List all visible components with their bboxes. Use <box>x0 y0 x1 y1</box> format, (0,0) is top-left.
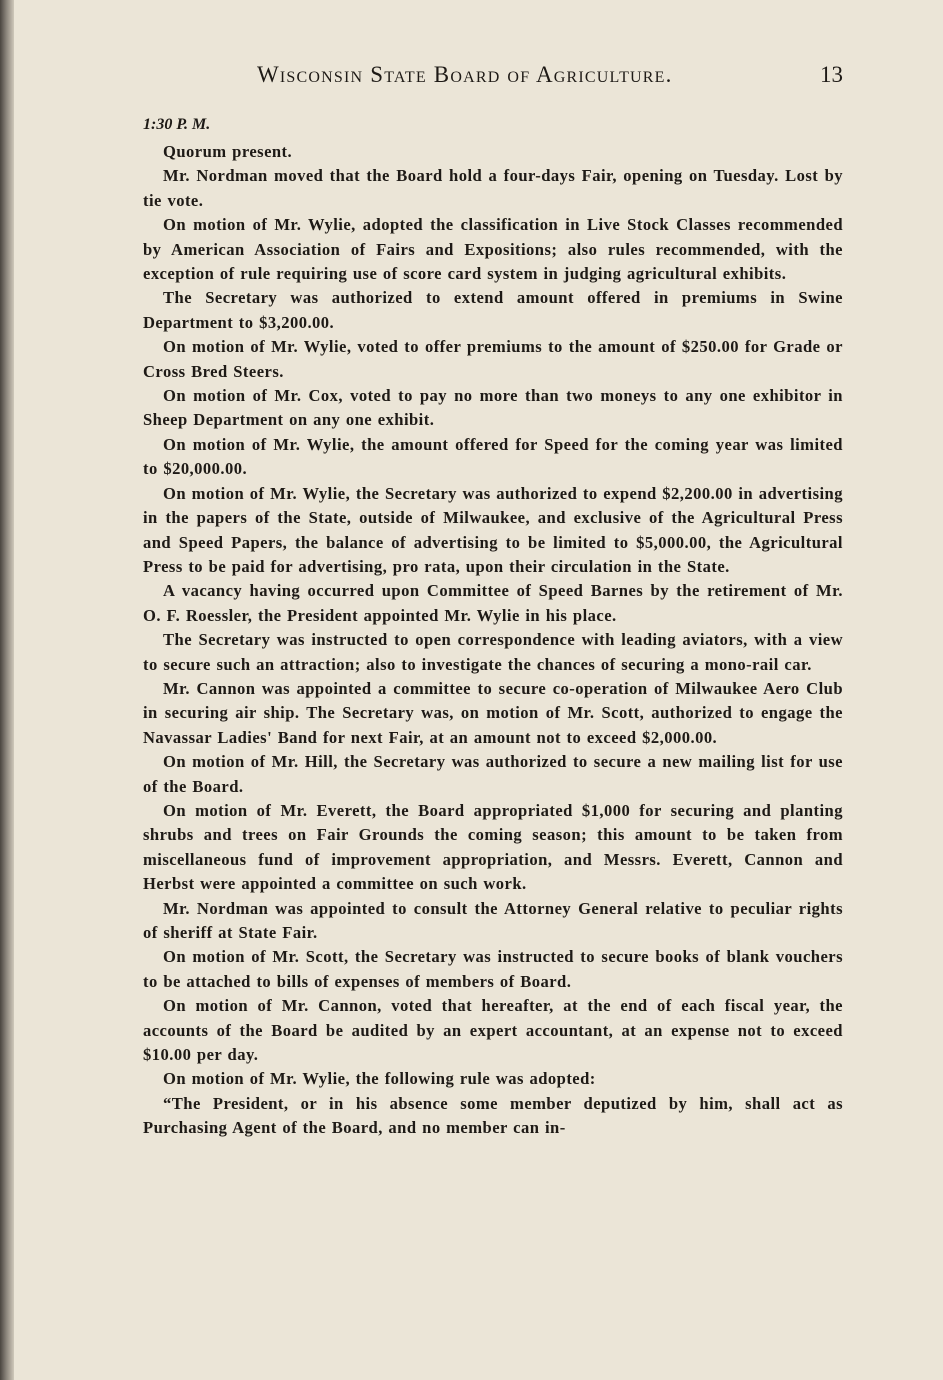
paragraph: The Secretary was authorized to extend amount offered in premiums in Swine Department to $3,200.00. <box>143 288 843 332</box>
paragraph: On motion of Mr. Cox, voted to pay no more than two moneys to any one exhibitor in Sheep Department on any one exhibit. <box>143 386 843 430</box>
paragraph: On motion of Mr. Wylie, the amount offered for Speed for the coming year was limited to $20,000.00. <box>143 434 843 479</box>
book-binding-edge <box>0 0 14 1380</box>
paragraph: A vacancy having occurred upon Committee of Speed Barnes by the retirement of Mr. O. F. Roessler, the President appointed Mr. Wylie in his place. <box>143 581 843 625</box>
paragraph: On motion of Mr. Wylie, adopted the classification in Live Stock Classes recommended by American Association of Fairs and Expositions; also rules recommended, with the exception of rule requiring use of score card system in judging agricultural exhibits. <box>143 215 843 284</box>
running-title: Wisconsin State Board of Agriculture. <box>257 62 673 87</box>
paragraph: On motion of Mr. Cannon, voted that hereafter, at the end of each fiscal year, the accounts of the Board be audited by an expert accountant, at an expense not to exceed $10.00 per day. <box>143 996 843 1065</box>
paragraph: The Secretary was instructed to open correspondence with leading aviators, with a view to secure such an attraction; also to investigate the chances of securing a mono-rail car. <box>143 630 843 674</box>
paragraph: “The President, or in his absence some member deputized by him, shall act as Purchasing Agent of the Board, and no member can in- <box>143 1093 843 1138</box>
paragraph: On motion of Mr. Hill, the Secretary was authorized to secure a new mailing list for use of the Board. <box>143 752 843 796</box>
paragraph: On motion of Mr. Wylie, the following rule was adopted: <box>163 1069 596 1089</box>
paragraph: Quorum present. <box>163 142 293 161</box>
page-number: 13 <box>820 62 843 87</box>
paragraph: On motion of Mr. Wylie, voted to offer premiums to the amount of $250.00 for Grade or Cross Bred Steers. <box>143 337 843 381</box>
paragraph: Mr. Nordman was appointed to consult the Attorney General relative to peculiar rights of sheriff at State Fair. <box>143 898 843 942</box>
paragraph: Mr. Cannon was appointed a committee to secure co-operation of Milwaukee Aero Club in securing air ship. The Secretary was, on motion of Mr. Scott, authorized to engage the Navassar Ladies' Band for next Fair, at an amount not to exceed $2,000.00. <box>143 678 843 747</box>
paragraph: On motion of Mr. Wylie, the Secretary was authorized to expend $2,200.00 in advertising in the papers of the State, outside of Milwaukee, and exclusive of the Agricultural Press and Speed Papers, the balance of advertising to be limited to $5,000.00, the Agricultural Press to be paid for advertising, pro rata, upon their circulation in the State. <box>143 483 843 576</box>
document-page <box>143 60 843 1141</box>
running-header <box>143 60 843 100</box>
paragraph: On motion of Mr. Scott, the Secretary was instructed to secure books of blank vouchers to be attached to bills of expenses of members of Board. <box>143 947 843 991</box>
paragraph: Mr. Nordman moved that the Board hold a four-days Fair, opening on Tuesday. Lost by tie vote. <box>143 166 843 210</box>
session-time: 1:30 P. M. <box>143 116 211 133</box>
paragraph: On motion of Mr. Everett, the Board appropriated $1,000 for securing and planting shrubs and trees on Fair Grounds the coming season; this amount to be taken from miscellaneous fund of improvement appropriation, and Messrs. Everett, Cannon and Herbst were appointed a committee on such work. <box>143 800 843 894</box>
